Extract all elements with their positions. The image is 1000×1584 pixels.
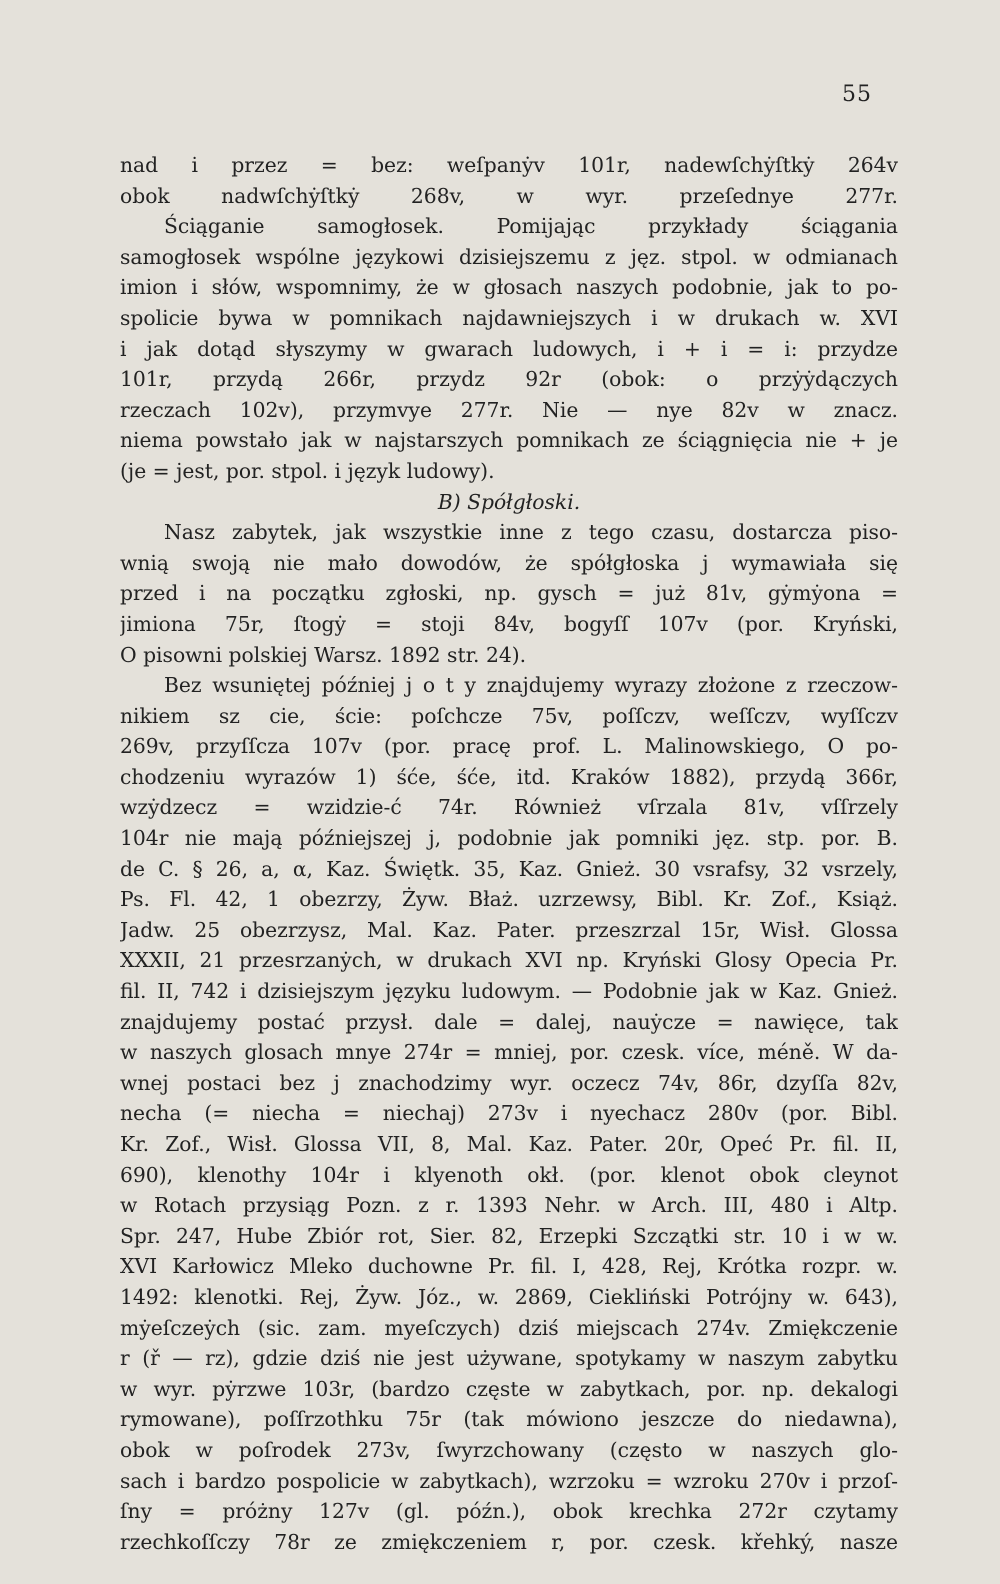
text-line: samogłosek wspólne językowi dzisiejszemu z jęz. stpol. w odmianach [120, 244, 898, 269]
text-line: Bez wsuniętej później j o t y znajdujemy wyrazy złożone z rzeczow- [164, 673, 898, 698]
text-line: niema powstało jak w najstarszych pomnikach ze ściągnięcia nie + je [120, 428, 898, 453]
text-line: przed i na początku zgłoski, np. gysch = już 81v, gẏmẏona = [120, 581, 898, 606]
section-heading: B) Spółgłoski. [437, 489, 581, 514]
body-text [120, 150, 898, 1557]
text-line: Kr. Zof., Wisł. Glossa VII, 8, Mal. Kaz. Pater. 20r, Opeć Pr. fil. II, [120, 1132, 898, 1156]
text-line: wnią swoją nie mało dowodów, że spółgłoska j wymawiała się [120, 550, 898, 575]
text-line: 101r, przydą 266r, przydz 92r (obok: o przẏẏdączych [120, 367, 898, 392]
text-line: chodzeniu wyrazów 1) śće, śće, itd. Kraków 1882), przydą 366r, [120, 764, 898, 789]
text-line: 690), klenothy 104r i klyenoth okł. (por. klenot obok cleynot [120, 1162, 898, 1187]
text-line: w wyr. pẏrzwe 103r, (bardzo częste w zabytkach, por. np. dekalogi [120, 1376, 898, 1401]
text-line: rymowane), poſſrzothku 75r (tak mówiono jeszcze do niedawna), [120, 1407, 898, 1432]
text-line: rzechkoſſczy 78r ze zmiękczeniem r, por. czesk. křehký, nasze [120, 1529, 898, 1554]
text-line: mẏeſczeẏch (sic. zam. myeſczych) dziś miejscach 274v. Zmiękczenie [120, 1315, 898, 1340]
text-line: fil. II, 742 i dzisiejszym języku ludowym. — Podobnie jak w Kaz. Gnież. [120, 979, 898, 1004]
text-line: necha (= niecha = niechaj) 273v i nyechacz 280v (por. Bibl. [120, 1101, 898, 1126]
text-line: w naszych glosach mnye 274r = mniej, por. czesk. více, méně. W da- [120, 1040, 898, 1065]
text-line: imion i słów, wspomnimy, że w głosach naszych podobnie, jak to po- [120, 275, 898, 300]
text-line: Jadw. 25 obezrzysz, Mal. Kaz. Pater. przeszrzal 15r, Wisł. Glossa [120, 917, 898, 942]
text-line: znajdujemy postać przysł. dale = dalej, nauẏcze = nawięce, tak [120, 1009, 898, 1034]
text-line: Ściąganie samogłosek. Pomijając przykłady ściągania [164, 214, 898, 239]
text-line: 269v, przyſſcza 107v (por. pracę prof. L. Malinowskiego, O po- [120, 734, 898, 759]
text-line: w Rotach przysiąg Pozn. z r. 1393 Nehr. w Arch. III, 480 i Altp. [120, 1193, 898, 1218]
text-line: spolicie bywa w pomnikach najdawniejszych i w drukach w. XVI [120, 305, 898, 330]
text-line: ſny = próżny 127v (gl. późn.), obok krechka 272r czytamy [120, 1499, 898, 1524]
text-line: Nasz zabytek, jak wszystkie inne z tego czasu, dostarcza piso- [164, 520, 898, 545]
text-line: XXXII, 21 przesrzanẏch, w drukach XVI np. Kryński Glosy Opecia Pr. [120, 948, 898, 973]
text-line: i jak dotąd słyszymy w gwarach ludowych, i + i = i: przydze [120, 336, 898, 361]
text-line: de C. § 26, a, α, Kaz. Świętk. 35, Kaz. Gnież. 30 vsrafsy, 32 vsrzely, [120, 856, 898, 881]
text-line: 1492: klenotki. Rej, Żyw. Józ., w. 2869, Ciekliński Potrójny w. 643), [120, 1284, 898, 1309]
text-line: wzẏdzecz = wzidzie-ć 74r. Również vſrzala 81v, vſſrzely [120, 795, 898, 820]
text-line: (je = jest, por. stpol. i język ludowy). [120, 458, 495, 483]
text-line: XVI Karłowicz Mleko duchowne Pr. fil. I, 428, Rej, Krótka rozpr. w. [120, 1254, 898, 1279]
text-line: wnej postaci bez j znachodzimy wyr. oczecz 74v, 86r, dzyſſa 82v, [120, 1070, 898, 1095]
page-number: 55 [842, 82, 872, 107]
text-line: 104r nie mają późniejszej j, podobnie jak pomniki jęz. stp. por. B. [120, 826, 898, 851]
text-line: O pisowni polskiej Warsz. 1892 str. 24). [120, 642, 527, 667]
text-line: nikiem sz cie, ście: poſchcze 75v, poſſczv, weſſczv, wyſſczv [120, 703, 898, 728]
text-line: nad i przez = bez: weſpanẏv 101r, nadewſchẏſtkẏ 264v [120, 153, 898, 177]
text-line: obok nadwſchẏſtkẏ 268v, w wyr. przeſednye 277r. [120, 183, 898, 208]
text-line: Ps. Fl. 42, 1 obezrzy, Żyw. Błaż. uzrzewsy, Bibl. Kr. Zof., Książ. [120, 887, 898, 912]
text-line: obok w poſrodek 273v, ſwyrzchowany (często w naszych glo- [120, 1437, 898, 1462]
text-line: jimiona 75r, ſtogẏ = stoji 84v, bogyſſ 107v (por. Kryński, [120, 611, 898, 636]
text-line: r (ř — rz), gdzie dziś nie jest używane, spotykamy w naszym zabytku [120, 1346, 898, 1371]
text-line: rzeczach 102v), przymvye 277r. Nie — nye 82v w znacz. [120, 397, 898, 422]
text-line: Spr. 247, Hube Zbiór rot, Sier. 82, Erzepki Szczątki str. 10 i w w. [120, 1223, 898, 1248]
text-line: sach i bardzo pospolicie w zabytkach), wzrzoku = wzroku 270v i przoſ- [120, 1468, 898, 1493]
